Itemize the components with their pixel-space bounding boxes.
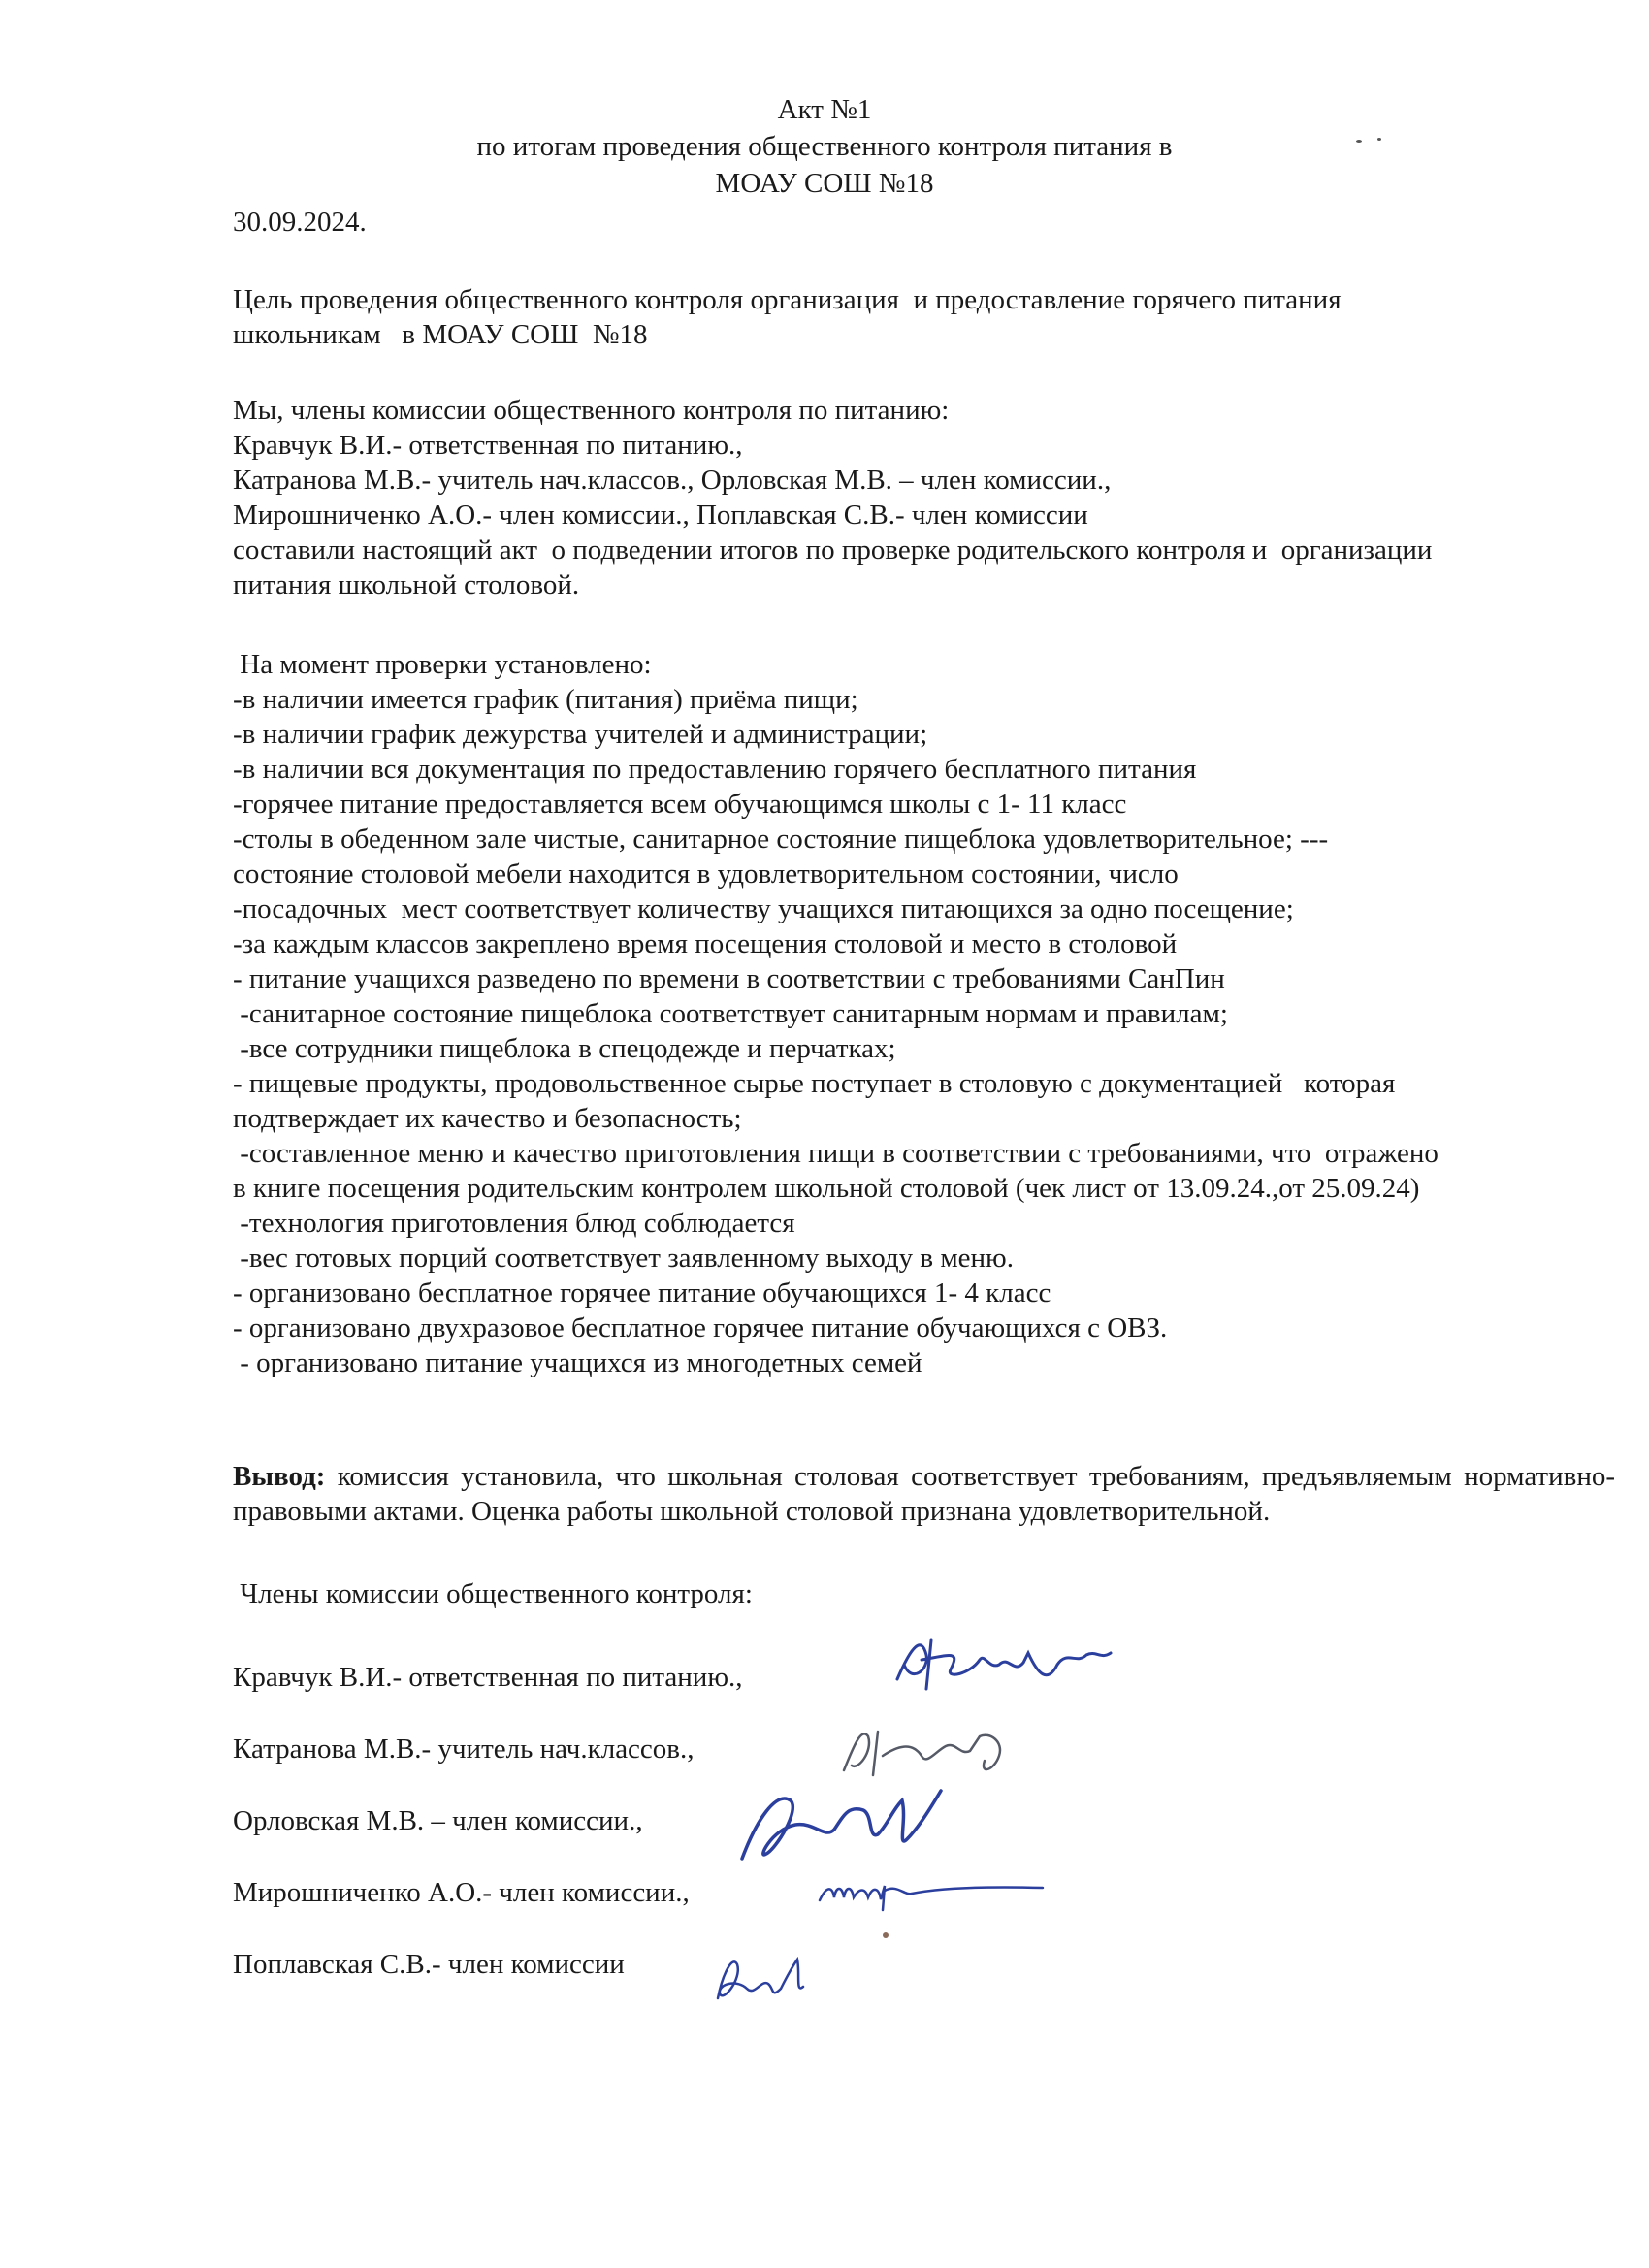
signature-member: Орловская М.В. – член комиссии., [233,1805,643,1836]
signature-member: Кравчук В.И.- ответственная по питанию., [233,1662,743,1693]
conclusion-label: Вывод: [233,1461,326,1492]
findings-item: - организовано двухразовое бесплатное горячее питание обучающихся с ОВЗ. [233,1312,1168,1344]
handwritten-signature [834,1717,1018,1785]
purpose-line-2: школьникам в МОАУ СОШ №18 [233,319,648,350]
handwritten-signature [708,1940,815,2018]
conclusion-text: комиссия установила, что школьная столовая соответствует требованиям, предъявляемым нормативно-правовыми актами. Оценка работы школьной столовой признана удовлетворительной. [233,1461,1615,1527]
findings-item: в книге посещения родительским контролем школьной столовой (чек лист от 13.09.24.,от 25.09.24) [233,1173,1420,1204]
handwritten-signature [892,1626,1116,1703]
signature-member: Катранова М.В.- учитель нач.классов., [233,1733,695,1765]
findings-item: -в наличии вся документация по предоставлению горячего бесплатного питания [233,754,1197,785]
findings-item: -технология приготовления блюд соблюдается [233,1208,795,1239]
act-title: Акт №1 [777,94,872,125]
findings-item: -за каждым классов закреплено время посещения столовой и место в столовой [233,928,1178,959]
findings-item: состояние столовой мебели находится в удовлетворительном состоянии, число [233,859,1179,890]
scan-speck [883,1932,889,1938]
act-date: 30.09.2024. [233,207,367,238]
commission-member-line: Катранова М.В.- учитель нач.классов., Орловская М.В. – член комиссии., [233,465,1112,496]
commission-intro-line: Мы, члены комиссии общественного контроля по питанию: [233,395,950,426]
findings-item: -горячее питание предоставляется всем обучающимся школы с 1- 11 класс [233,789,1127,820]
findings-heading: На момент проверки установлено: [233,649,652,680]
act-subtitle-line-2: МОАУ СОШ №18 [715,168,934,199]
scan-speck [1356,140,1362,143]
findings-item: -в наличии график дежурства учителей и администрации; [233,719,928,750]
act-subtitle-line-1: по итогам проведения общественного контроля питания в [476,131,1173,162]
findings-item: - организовано питание учащихся из многодетных семей [233,1347,922,1378]
findings-item: -в наличии имеется график (питания) приёма пищи; [233,684,858,715]
findings-item: -столы в обеденном зале чистые, санитарное состояние пищеблока удовлетворительное; --- [233,824,1329,855]
signature-member: Мирошниченко А.О.- член комиссии., [233,1877,690,1908]
scan-speck [1377,138,1381,141]
handwritten-signature [815,1866,1048,1915]
findings-item: -вес готовых порций соответствует заявленному выходу в меню. [233,1243,1014,1274]
findings-item: - питание учащихся разведено по времени в соответствии с требованиями СанПин [233,963,1225,994]
signature-member: Поплавская С.В.- член комиссии [233,1949,625,1980]
commission-statement-line: питания школьной столовой. [233,569,580,600]
conclusion-paragraph [233,1459,1615,1529]
purpose-line-1: Цель проведения общественного контроля организация и предоставление горячего питания [233,284,1342,315]
commission-statement-line: составили настоящий акт о подведении итогов по проверке родительского контроля и организации [233,535,1433,566]
signatures-heading: Члены комиссии общественного контроля: [233,1578,753,1609]
findings-item: -посадочных мест соответствует количеству учащихся питающихся за одно посещение; [233,893,1294,924]
commission-member-line: Мирошниченко А.О.- член комиссии., Поплавская С.В.- член комиссии [233,500,1088,531]
findings-item: -составленное меню и качество приготовления пищи в соответствии с требованиями, что отражено [233,1138,1439,1169]
commission-member-line: Кравчук В.И.- ответственная по питанию., [233,430,743,461]
findings-item: - пищевые продукты, продовольственное сырье поступает в столовую с документацией которая [233,1068,1396,1099]
findings-item: - организовано бесплатное горячее питание обучающихся 1- 4 класс [233,1278,1051,1309]
findings-item: -все сотрудники пищеблока в спецодежде и перчатках; [233,1033,896,1064]
findings-item: подтверждает их качество и безопасность; [233,1103,742,1134]
findings-item: -санитарное состояние пищеблока соответствует санитарным нормам и правилам; [233,998,1228,1029]
handwritten-signature [737,1781,951,1878]
